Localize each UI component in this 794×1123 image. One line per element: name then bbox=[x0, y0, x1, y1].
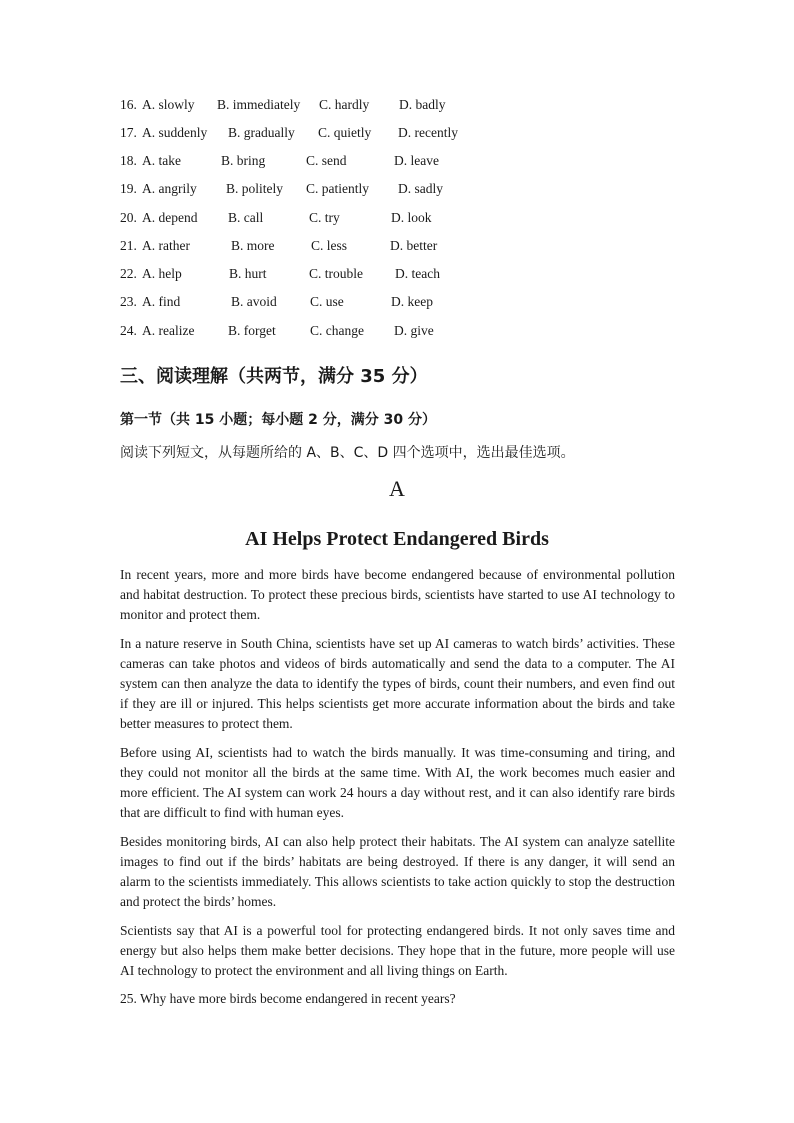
option-b: B. hurt bbox=[229, 266, 267, 281]
option-b: B. immediately bbox=[217, 97, 301, 112]
option-a: A. suddenly bbox=[142, 125, 208, 140]
option-c: C. try bbox=[309, 210, 340, 225]
paragraph-1: In recent years, more and more birds have become endangered because of environmental pollution and habitat destruction. To protect these precious birds, scientists have started to use AI technology to monitor and protect them. bbox=[120, 567, 675, 623]
passage-letter: A bbox=[389, 476, 405, 501]
question-number: 22. bbox=[120, 266, 137, 281]
option-c: C. trouble bbox=[309, 266, 363, 281]
option-a: A. help bbox=[142, 266, 182, 281]
option-c: C. less bbox=[311, 238, 348, 253]
option-d: D. badly bbox=[399, 97, 446, 112]
question-number: 20. bbox=[120, 210, 137, 225]
paragraph-5: Scientists say that AI is a powerful tool for protecting endangered birds. It not only saves time and energy but also helps them make better decisions. They hope that in the future, more people will use AI technology to protect the environment and all living things on Earth. bbox=[120, 923, 675, 979]
option-d: D. leave bbox=[394, 153, 439, 168]
question-number: 17. bbox=[120, 125, 137, 140]
question-number: 19. bbox=[120, 181, 137, 196]
option-b: B. gradually bbox=[228, 125, 295, 140]
question-number: 18. bbox=[120, 153, 137, 168]
option-c: C. quietly bbox=[318, 125, 372, 140]
option-a: A. find bbox=[142, 294, 181, 309]
section-title: 三、阅读理解（共两节，满分 35 分） bbox=[120, 366, 428, 387]
option-c: C. send bbox=[306, 153, 347, 168]
option-d: D. sadly bbox=[398, 181, 443, 196]
option-d: D. look bbox=[391, 210, 432, 225]
option-b: B. more bbox=[231, 238, 275, 253]
option-c: C. patiently bbox=[306, 181, 369, 196]
option-b: B. call bbox=[228, 210, 264, 225]
option-d: D. give bbox=[394, 323, 434, 338]
option-a: A. realize bbox=[142, 323, 195, 338]
option-c: C. use bbox=[310, 294, 344, 309]
paragraph-4: Besides monitoring birds, AI can also help protect their habitats. The AI system can analyze satellite images to find out if the birds’ habitats are being destroyed. If there is any danger, it will send an alarm to the scientists immediately. This allows scientists to take action quickly to stop the destruction and protect the birds’ homes. bbox=[120, 834, 675, 910]
sub-section-title: 第一节（共 15 小题；每小题 2 分，满分 30 分） bbox=[120, 412, 436, 428]
option-a: A. rather bbox=[142, 238, 190, 253]
paragraph-2: In a nature reserve in South China, scientists have set up AI cameras to watch birds’ activities. These cameras can take photos and videos of birds automatically and send the data to a computer. The AI system can then analyze the data to identify the types of birds, count their numbers, and even find out if they are ill or injured. This helps scientists get more accurate information about the birds and take better measures to protect them. bbox=[120, 636, 675, 732]
question-number: 16. bbox=[120, 97, 137, 112]
question-number: 24. bbox=[120, 323, 137, 338]
instruction-text: 阅读下列短文，从每题所给的 A、B、C、D 四个选项中，选出最佳选项。 bbox=[120, 445, 575, 461]
option-d: D. better bbox=[390, 238, 438, 253]
option-d: D. recently bbox=[398, 125, 458, 140]
question-number: 21. bbox=[120, 238, 137, 253]
option-d: D. keep bbox=[391, 294, 433, 309]
option-d: D. teach bbox=[395, 266, 440, 281]
option-a: A. depend bbox=[142, 210, 198, 225]
option-a: A. take bbox=[142, 153, 181, 168]
question-number: 23. bbox=[120, 294, 137, 309]
option-b: B. forget bbox=[228, 323, 276, 338]
article-title: AI Helps Protect Endangered Birds bbox=[245, 528, 549, 550]
option-a: A. angrily bbox=[142, 181, 197, 196]
option-b: B. bring bbox=[221, 153, 266, 168]
option-a: A. slowly bbox=[142, 97, 195, 112]
option-b: B. avoid bbox=[231, 294, 277, 309]
option-b: B. politely bbox=[226, 181, 283, 196]
question-25: 25. Why have more birds become endangered in recent years? bbox=[120, 991, 456, 1006]
paragraph-3: Before using AI, scientists had to watch the birds manually. It was time-consuming and tiring, and they could not monitor all the birds at the same time. With AI, the work becomes much easier and more efficient. The AI system can work 24 hours a day without rest, and it can also identify rare birds that are difficult to find with human eyes. bbox=[120, 745, 675, 821]
option-c: C. change bbox=[310, 323, 364, 338]
option-c: C. hardly bbox=[319, 97, 370, 112]
